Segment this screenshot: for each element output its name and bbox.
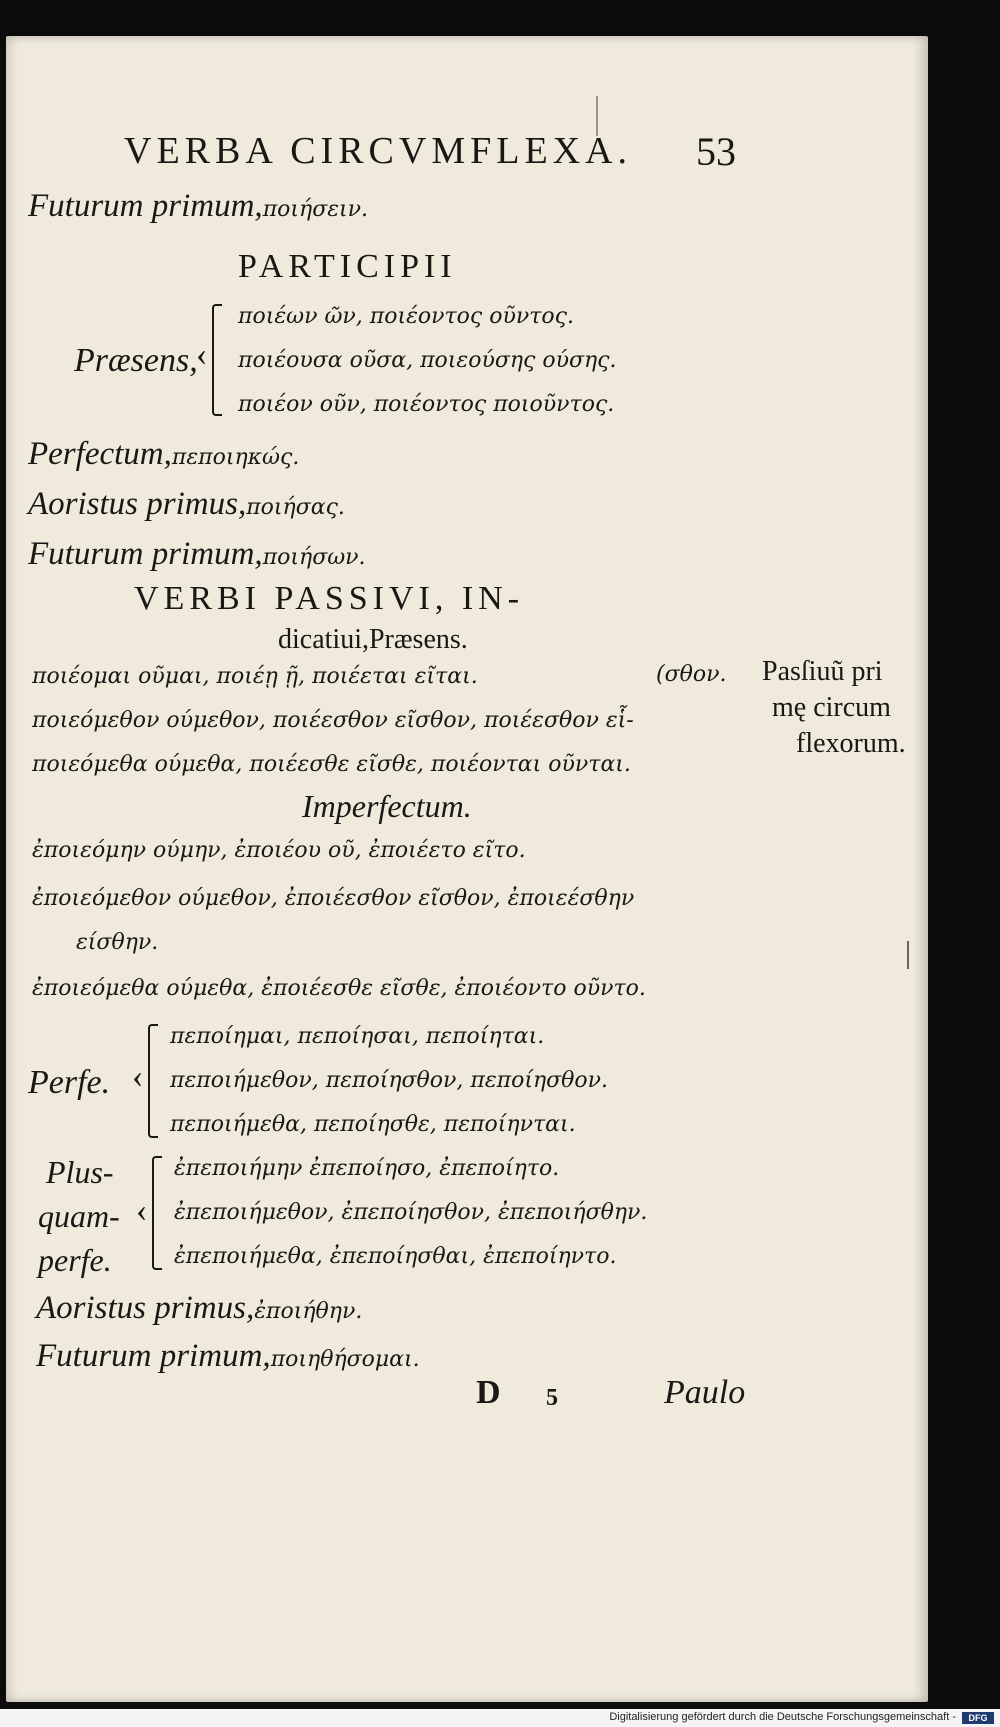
greek-text: ποιέων ῶν, ποιέοντος οῦντος.: [238, 304, 574, 329]
brace: [212, 304, 222, 416]
greek-text: πεποιηκώς.: [171, 445, 300, 470]
latin-text: Aoristus primus,: [36, 1290, 255, 1326]
greek-text: είσθην.: [76, 930, 159, 955]
brace: [148, 1024, 158, 1138]
page-number: 53: [696, 129, 736, 174]
latin-text: Perfectum,: [28, 436, 172, 472]
section-heading-participii: PARTICIPII: [238, 248, 457, 285]
footer-credit: Digitalisierung gefördert durch die Deutsche Forschungsgemeinschaft -: [609, 1711, 956, 1723]
greek-text: ἐπεποιήμεθα, ἐπεποίησθαι, ἐπεποίηντο.: [174, 1244, 617, 1269]
running-head-title: VERBA CIRCVMFLEXA.: [124, 130, 633, 172]
text-line: [28, 436, 299, 471]
greek-text: ποιέομαι οῦμαι, ποιέῃ ῇ, ποιέεται εῖται.: [32, 664, 478, 689]
greek-text: ποιήσων.: [262, 545, 366, 570]
greek-text: πεποιήμεθον, πεποίησθον, πεποίησθον.: [170, 1068, 609, 1093]
text-line: [28, 536, 366, 571]
greek-text: ποιηθήσομαι.: [270, 1347, 420, 1372]
greek-text: ἐποιεόμεθον ούμεθον, ἐποιέεσθον εῖσθον, ἐποιεέσθην: [32, 886, 635, 911]
greek-text: ποιήσειν.: [262, 197, 369, 222]
greek-text: ἐπεποιήμην ἐπεποίησο, ἐπεποίητο.: [174, 1156, 560, 1181]
margin-note: mę circum: [772, 692, 891, 723]
catchword: Paulo: [664, 1374, 746, 1411]
greek-text: ποιέον οῦν, ποιέοντος ποιοῦντος.: [238, 392, 615, 417]
tense-label-perfe: perfe.: [38, 1242, 112, 1278]
latin-text: Futurum primum,: [28, 536, 263, 572]
tense-label-praesens: Præsens,: [74, 342, 198, 379]
greek-text: ποιήσας.: [246, 495, 345, 520]
footer-bar: [0, 1709, 1000, 1727]
greek-text: ἐποιήθην.: [254, 1299, 363, 1324]
latin-text: Futurum primum,: [36, 1338, 271, 1374]
book-page: [6, 36, 928, 1702]
section-heading-passivi: VERBI PASSIVI, IN-: [134, 580, 525, 617]
greek-text: πεποιήμεθα, πεποίησθε, πεποίηνται.: [170, 1112, 576, 1137]
tense-label-plus: Plus-: [46, 1154, 114, 1190]
greek-text: ποιεόμεθον ούμεθον, ποιέεσθον εῖσθον, ποιέεσθον εἷ-: [32, 708, 634, 733]
margin-note: Pasſiuũ pri: [762, 656, 883, 687]
subheading-indicatiui: dicatiui,Præsens.: [278, 624, 468, 655]
text-line: [28, 188, 368, 223]
greek-text: (σθον.: [656, 662, 727, 687]
greek-text: πεποίημαι, πεποίησαι, πεποίηται.: [170, 1024, 545, 1049]
signature-mark: D: [476, 1374, 501, 1411]
text-line: [28, 486, 345, 521]
subheading-imperfectum: Imperfectum.: [302, 788, 472, 824]
dfg-logo: DFG: [962, 1712, 994, 1724]
greek-text: ἐπεποιήμεθον, ἐπεποίησθον, ἐπεποιήσθην.: [174, 1200, 648, 1225]
text-line: [36, 1338, 420, 1373]
brace: [152, 1156, 162, 1270]
margin-note: flexorum.: [796, 728, 906, 759]
brace-point: ‹: [196, 336, 208, 373]
ink-mark: [907, 941, 909, 969]
greek-text: ποιεόμεθα ούμεθα, ποιέεσθε εῖσθε, ποιέονται οῦνται.: [32, 752, 631, 777]
greek-text: ἐποιεόμην ούμην, ἐποιέου οῦ, ἐποιέετο εῖτο.: [32, 838, 526, 863]
greek-text: ἐποιεόμεθα ούμεθα, ἐποιέεσθε εῖσθε, ἐποιέοντο οῦντο.: [32, 976, 646, 1001]
text-line: [36, 1290, 362, 1325]
signature-number: 5: [546, 1385, 558, 1411]
tense-label-perfe: Perfe.: [28, 1064, 111, 1101]
brace-point: ‹: [132, 1058, 144, 1095]
tense-label-quam: quam-: [38, 1198, 120, 1234]
latin-text: Futurum primum,: [28, 188, 263, 224]
brace-point: ‹: [136, 1192, 148, 1229]
latin-text: Aoristus primus,: [28, 486, 247, 522]
greek-text: ποιέουσα οῦσα, ποιεούσης ούσης.: [238, 348, 617, 373]
